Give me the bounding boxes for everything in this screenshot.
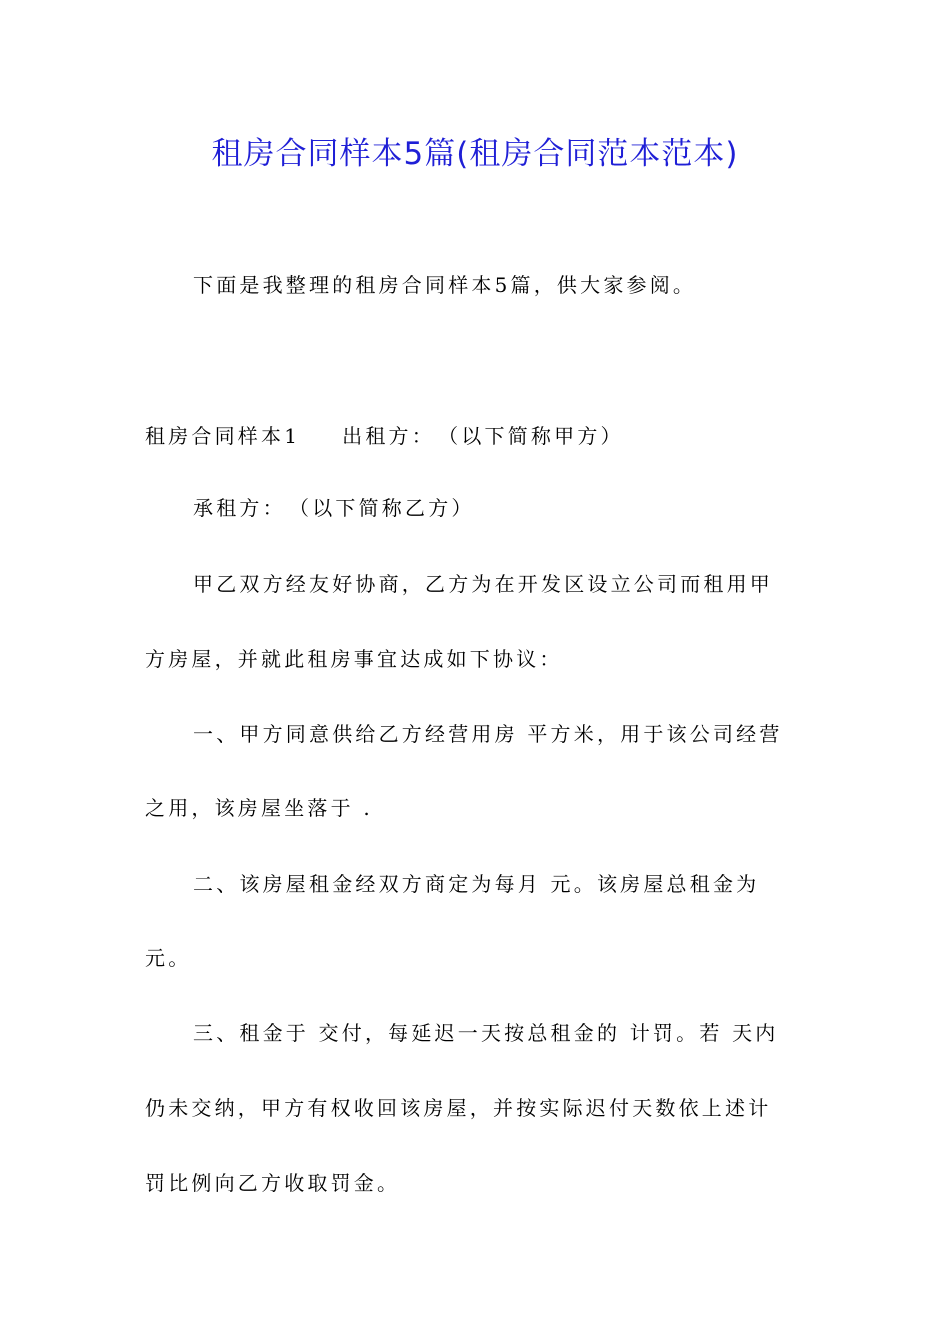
clause-one-line: 之用，该房屋坐落于 . [145,796,373,820]
clause-three-line: 三、租金于 交付，每延迟一天按总租金的 计罚。若 天内 [193,1021,779,1045]
clause-one-line: 一、甲方同意供给乙方经营用房 平方米，用于该公司经营 [193,722,783,746]
lessee-line: 承租方： （以下简称乙方） [193,496,475,520]
section-heading: 租房合同样本1 [145,424,301,448]
paragraph-line: 方房屋，并就此租房事宜达成如下协议： [145,647,563,671]
clause-three-line: 仍未交纳，甲方有权收回该房屋，并按实际迟付天数依上述计 [145,1096,772,1120]
clause-two-line: 元。 [145,946,192,970]
paragraph-line: 甲乙双方经友好协商，乙方为在开发区设立公司而租用甲 [193,572,773,596]
clause-two-line: 二、该房屋租金经双方商定为每月 元。该房屋总租金为 [193,872,760,896]
document-title: 租房合同样本5篇(租房合同范本范本) [211,136,739,172]
clause-three-line: 罚比例向乙方收取罚金。 [145,1171,401,1195]
intro-paragraph: 下面是我整理的租房合同样本5篇，供大家参阅。 [193,273,697,297]
lessor-line: 出租方： （以下简称甲方） [342,424,624,448]
section-heading-line [145,418,815,454]
